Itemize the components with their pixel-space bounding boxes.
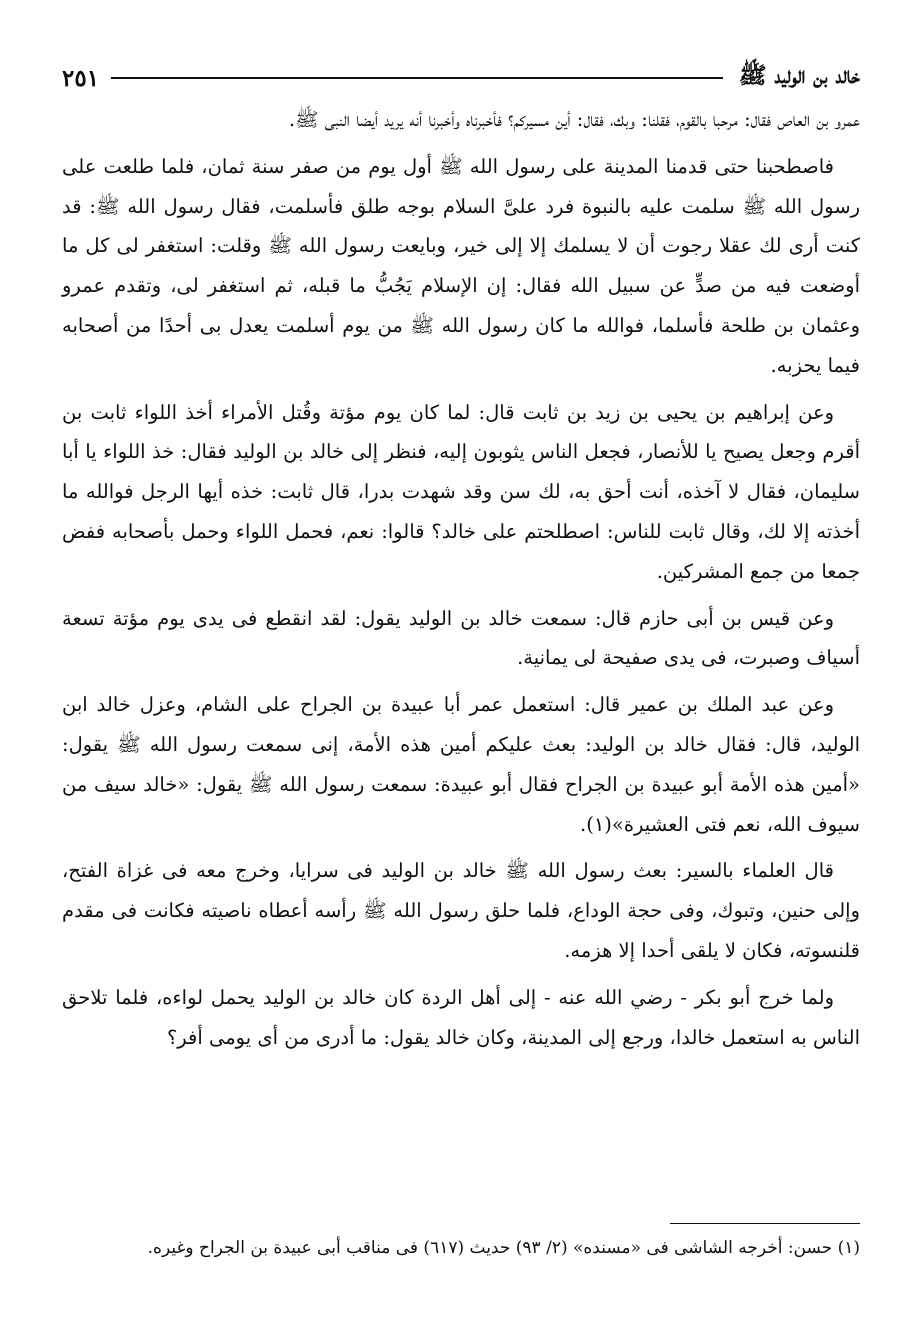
page-number: ٢٥١: [62, 64, 100, 92]
paragraph-5: وعن عبد الملك بن عمير قال: استعمل عمر أبا عبيدة بن الجراح على الشام، وعزل خالد ابن الوليد، قال: فقال خالد بن الوليد: بعث عليكم أمين هذه الأمة، إنى سمعت رسول الله ﷺ يقول: «أمين هذه الأمة أبو عبيدة بن الجراح فقال أبو عبيدة: سمعت رسول الله ﷺ يقول: «خالد سيف من سيوف الله، نعم فتى العشيرة»(١).: [62, 693, 860, 836]
footnote: (١) حسن: أخرجه الشاشى فى «مسنده» (٢/ ٩٣) حديث (٦١٧) فى مناقب أبى عبيدة بن الجراح وغيره.: [147, 1238, 860, 1258]
paragraph-7: ولما خرج أبو بكر - رضي الله عنه - إلى أهل الردة كان خالد بن الوليد يحمل لواءه، فلما تلاحق الناس به استعمل خالدا، ورجع إلى المدينة، وكان خالد يقول: ما أدرى من أى يومى أفر؟: [62, 985, 860, 1049]
running-title: خالد بن الوليد ﷺ: [738, 62, 860, 89]
paragraph-4: وعن قيس بن أبى حازم قال: سمعت خالد بن الوليد يقول: لقد انقطع فى يدى يوم مؤتة تسعة أسياف وصبرت، فى يدى صفيحة لى يمانية.: [62, 606, 860, 670]
book-page: [62, 58, 860, 1335]
paragraph-2: فاصطحبنا حتى قدمنا المدينة على رسول الله ﷺ أول يوم من صفر سنة ثمان، فلما طلعت على رسول الله ﷺ سلمت عليه بالنبوة فرد علىَّ السلام بوجه طلق فأسلمت، فقال رسول الله ﷺ: قد كنت أرى لك عقلا رجوت أن لا يسلمك إلا إلى خير، وبايعت رسول الله ﷺ وقلت: استغفر لى كل ما أوضعت فيه من صدٍّ عن سبيل الله فقال: إن الإسلام يَجُبُّ ما قبله، ثم استغفر لى، وتقدم عمرو وعثمان بن طلحة فأسلما، فوالله ما كان رسول الله ﷺ من يوم أسلمت يعدل بى أحدًا من أصحابه فيما يحزبه.: [62, 154, 860, 377]
paragraph-6: قال العلماء بالسير: بعث رسول الله ﷺ خالد بن الوليد فى سرايا، وخرج معه فى غزاة الفتح، وإلى حنين، وتبوك، وفى حجة الوداع، فلما حلق رسول الله ﷺ رأسه أعطاه ناصيته فكانت فى مقدم قلنسوته، فكان لا يلقى أحدا إلا هزمه.: [62, 859, 860, 962]
body-text: [62, 100, 860, 1057]
page-header: [62, 58, 860, 98]
footnote-rule: [670, 1223, 860, 1224]
header-rule: [111, 77, 723, 79]
paragraph-1: عمرو بن العاص فقال: مرحبا بالقوم، فقلنا: وبك، فقال: أين مسيركم؟ فأخبرناه وأخبرنا أنه يريد أيضا النبى ﷺ.: [288, 108, 860, 131]
paragraph-3: وعن إبراهيم بن يحيى بن زيد بن ثابت قال: لما كان يوم مؤتة وقُتل الأمراء أخذ اللواء ثابت بن أقرم وجعل يصيح يا للأنصار، فجعل الناس يثوبون إليه، فنظر إلى خالد بن الوليد فقال: خذ اللواء يا أبا سليمان، فقال لا آخذه، أنت أحق به، لك سن وقد شهدت بدرا، قال ثابت: خذه أيها الرجل فوالله ما أخذته إلا لك، وقال ثابت للناس: اصطلحتم على خالد؟ قالوا: نعم، فحمل اللواء وحمل بأصحابه ففض جمعا من جمع المشركين.: [62, 400, 860, 583]
